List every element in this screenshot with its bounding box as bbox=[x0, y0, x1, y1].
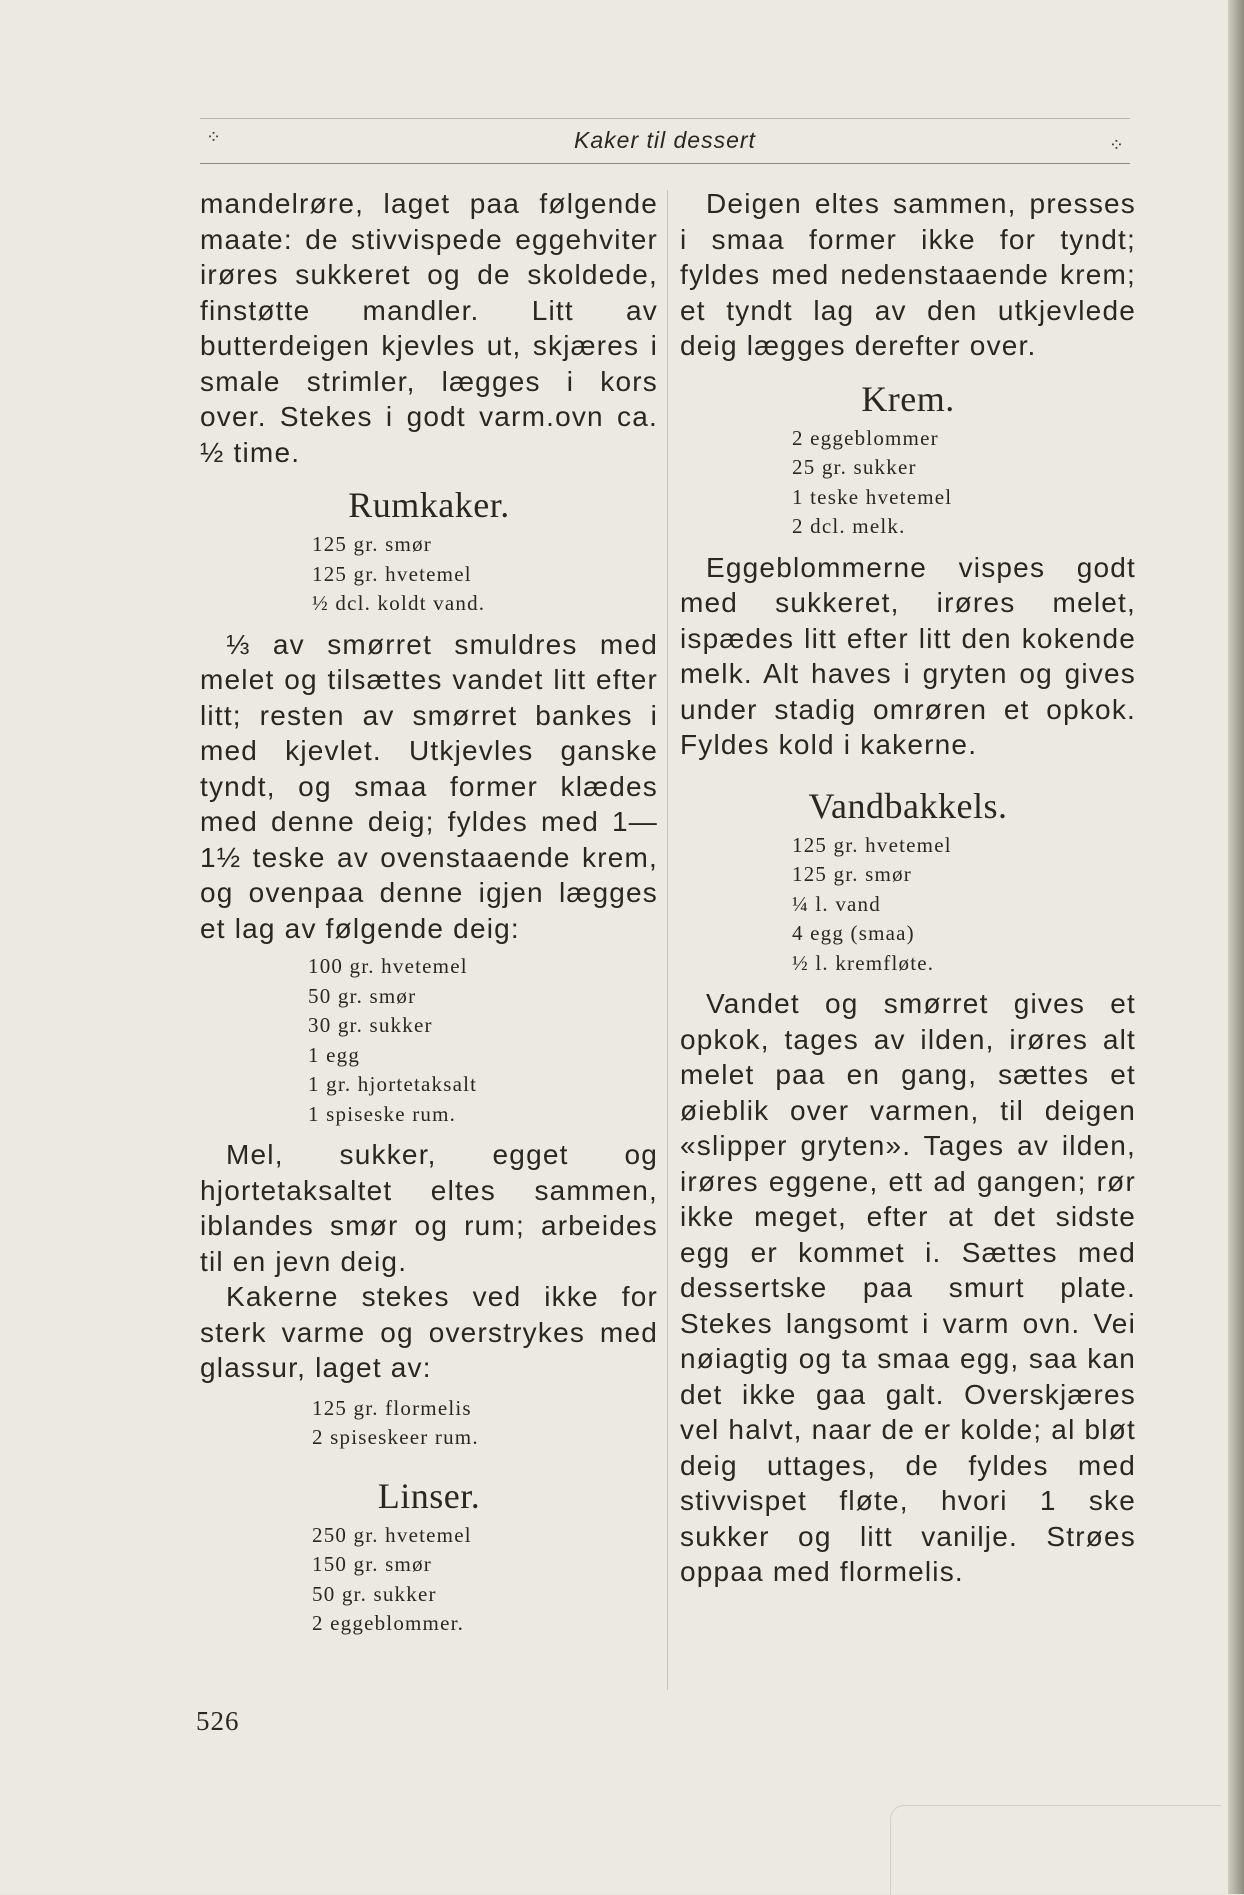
right-column bbox=[680, 186, 1136, 1590]
paragraph: Kakerne stekes ved ikke for sterk varme og overstrykes med glassur, laget av: bbox=[200, 1281, 658, 1383]
ingredient-list bbox=[200, 952, 658, 1129]
ingredient-list bbox=[680, 424, 1136, 542]
section-heading-rumkaker: Rumkaker. bbox=[348, 485, 510, 525]
section-heading-vandbakkels: Vandbakkels. bbox=[808, 785, 1008, 826]
ornament-left-icon: ⁘ bbox=[206, 127, 222, 147]
ingredient-item: ½ dcl. koldt vand. bbox=[312, 591, 486, 615]
left-column bbox=[200, 186, 658, 1647]
ornament-right-icon: ⁘ bbox=[1108, 135, 1124, 155]
paragraph: ⅓ av smørret smuldres med melet og tilsættes vandet litt efter litt; resten av smørret bankes i med kjevlet. Utkjevles ganske tyndt, og smaa former klædes med denne deig; fyldes med 1—1½ teske av ovenstaaende krem, og ovenpaa denne igjen lægges et lag av følgende deig: bbox=[200, 628, 658, 944]
ingredient-item: 2 eggeblommer. bbox=[312, 1611, 465, 1635]
page-number: 526 bbox=[196, 1706, 240, 1736]
ingredient-list bbox=[200, 1521, 658, 1639]
ingredient-item: 250 gr. hvetemel bbox=[312, 1522, 472, 1547]
ingredient-item: 150 gr. smør bbox=[312, 1552, 432, 1576]
ingredient-item: ½ l. kremfløte. bbox=[792, 950, 935, 975]
ingredient-item: 125 gr. flormelis bbox=[312, 1395, 472, 1420]
ingredient-item: 1 gr. hjortetaksalt bbox=[308, 1072, 478, 1096]
column-divider bbox=[667, 190, 668, 1690]
paragraph: Mel, sukker, egget og hjortetaksaltet eltes sammen, iblandes smør og rum; arbeides til en jevn deig. bbox=[200, 1139, 658, 1277]
ingredient-list bbox=[200, 1394, 658, 1453]
ingredient-item: 2 eggeblommer bbox=[792, 425, 939, 450]
ingredient-item: 1 spiseske rum. bbox=[308, 1101, 457, 1126]
section-heading-krem: Krem. bbox=[861, 378, 955, 419]
ingredient-list bbox=[200, 530, 658, 619]
ingredient-item: 125 gr. smør bbox=[792, 862, 912, 886]
paper-shadow bbox=[890, 1805, 1221, 1895]
ingredient-item: 125 gr. hvetemel bbox=[312, 561, 472, 586]
ingredient-item: 100 gr. hvetemel bbox=[308, 954, 468, 978]
ingredient-item: 2 spiseskeer rum. bbox=[312, 1425, 479, 1449]
ingredient-list bbox=[680, 831, 1136, 979]
ingredient-item: 1 egg bbox=[308, 1042, 361, 1067]
ingredient-item: 125 gr. smør bbox=[312, 532, 432, 556]
book-edge bbox=[1228, 0, 1244, 1894]
ingredient-item: 125 gr. hvetemel bbox=[792, 832, 952, 857]
running-header bbox=[200, 118, 1130, 164]
ingredient-item: 30 gr. sukker bbox=[308, 1013, 433, 1037]
ingredient-item: ¼ l. vand bbox=[792, 891, 881, 916]
ingredient-item: 50 gr. smør bbox=[308, 983, 417, 1008]
section-heading-linser: Linser. bbox=[377, 1475, 481, 1516]
ingredient-item: 1 teske hvetemel bbox=[792, 484, 953, 509]
paragraph: Eggeblommerne vispes godt med sukkeret, irøres melet, ispædes litt efter litt den kokende melk. Alt haves i gryten og gives under stadig omrøren et opkok. Fyldes kold i kakerne. bbox=[680, 551, 1136, 760]
running-title: Kaker til dessert bbox=[574, 127, 756, 153]
ingredient-item: 2 dcl. melk. bbox=[792, 514, 906, 538]
ingredient-item: 4 egg (smaa) bbox=[792, 921, 915, 945]
ingredient-item: 50 gr. sukker bbox=[312, 1581, 437, 1606]
paragraph: Deigen eltes sammen, presses i smaa former ikke for tyndt; fyldes med nedenstaaende krem; et tyndt lag av den utkjevlede deig lægges derefter over. bbox=[680, 188, 1136, 361]
paragraph: mandelrøre, laget paa følgende maate: de stivvispede eggehviter irøres sukkeret og de skoldede, finstøtte mandler. Litt av butterdeigen kjevles ut, skjæres i smale strimler, lægges i kors over. Stekes i godt varm.ovn ca. ½ time. bbox=[200, 188, 658, 468]
paragraph: Vandet og smørret gives et opkok, tages av ilden, irøres alt melet paa en gang, sættes et øieblik over varmen, til deigen «slipper gryten». Tages av ilden, irøres eggene, ett ad gangen; rør ikke meget, efter at det sidste egg er kommet i. Sættes med dessertske paa smurt plate. Stekes langsomt i varm ovn. Vei nøiagtig og ta smaa egg, saa kan det ikke gaa galt. Overskjæres vel halvt, naar de er kolde; al bløt deig uttages, de fyldes med stivvispet fløte, hvori 1 ske sukker og litt vanilje. Strøes oppaa med flormelis. bbox=[680, 988, 1136, 1587]
ingredient-item: 25 gr. sukker bbox=[792, 455, 917, 479]
